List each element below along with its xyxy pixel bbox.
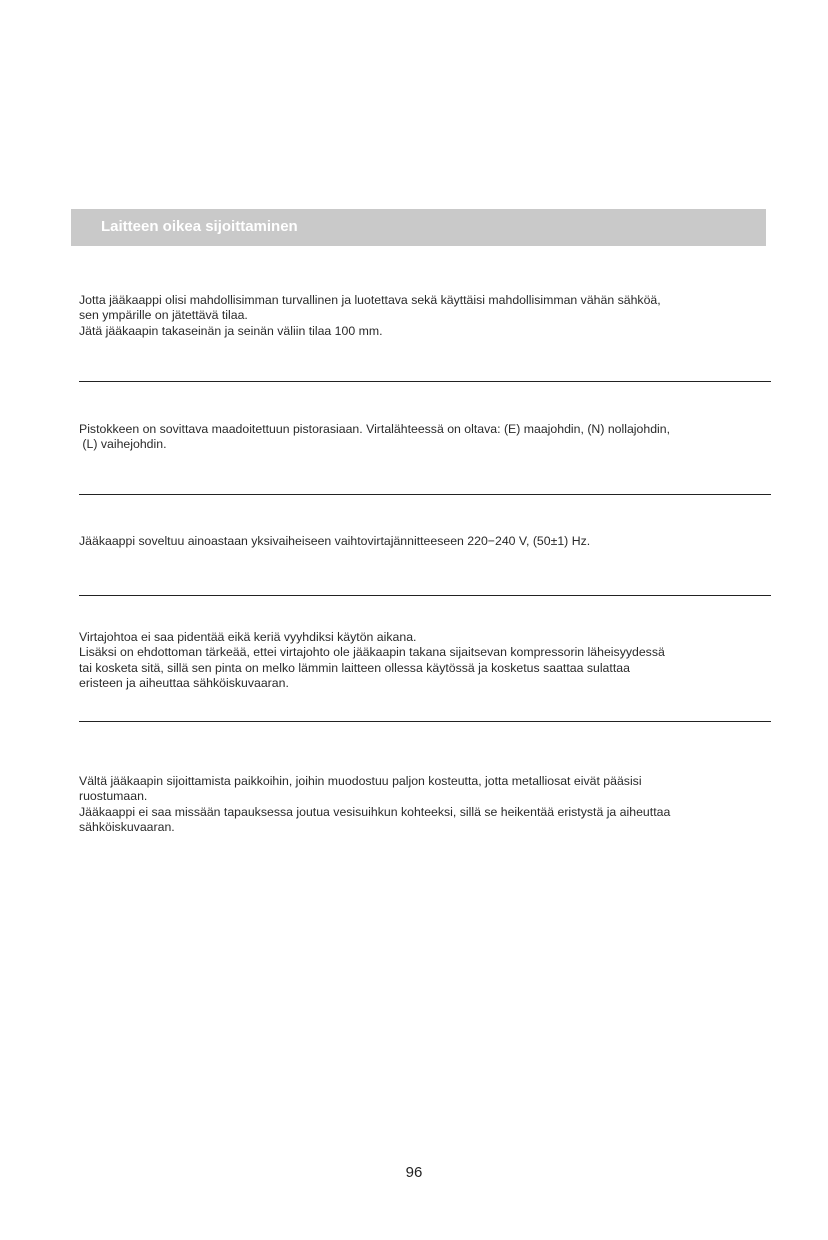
paragraph-power-cord [79,630,769,692]
page-number: 96 [405,1164,423,1181]
section-divider [79,721,771,722]
paragraph-humidity [79,774,769,836]
paragraph-line: Lisäksi on ehdottoman tärkeää, ettei virtajohto ole jääkaapin takana sijaitsevan kompressorin läheisyydessä [79,645,665,660]
paragraph-voltage [79,534,769,549]
paragraph-line: Jääkaappi ei saa missään tapauksessa joutua vesisuihkun kohteeksi, sillä se heikentää eristystä ja aiheuttaa [79,804,671,819]
paragraph-clearance [79,293,769,339]
section-divider [79,595,771,596]
paragraph-line: sen ympärille on jätettävä tilaa. [79,308,248,323]
section-divider [79,381,771,382]
paragraph-line: Jotta jääkaappi olisi mahdollisimman turvallinen ja luotettava sekä käyttäisi mahdollisimman vähän sähköä, [79,293,661,307]
paragraph-line: tai kosketa sitä, sillä sen pinta on melko lämmin laitteen ollessa käytössä ja kosketus saattaa sulattaa [79,660,630,675]
paragraph-line: Jääkaappi soveltuu ainoastaan yksivaiheiseen vaihtovirtajännitteeseen 220−240 V, (50±1) Hz. [79,534,591,548]
paragraph-line: Pistokkeen on sovittava maadoitettuun pistorasiaan. Virtalähteessä on oltava: (E) maajohdin, (N) nollajohdin, [79,422,671,436]
paragraph-line: ruostumaan. [79,789,148,804]
section-header-bar [71,209,766,246]
section-title: Laitteen oikea sijoittaminen [101,218,298,235]
paragraph-line: Virtajohtoa ei saa pidentää eikä keriä vyyhdiksi käytön aikana. [79,630,417,644]
paragraph-line: Jätä jääkaapin takaseinän ja seinän väliin tilaa 100 mm. [79,323,383,338]
paragraph-line: (L) vaihejohdin. [79,437,167,452]
paragraph-line: eristeen ja aiheuttaa sähköiskuvaaran. [79,676,289,691]
paragraph-line: sähköiskuvaaran. [79,820,175,835]
paragraph-line: Vältä jääkaapin sijoittamista paikkoihin, joihin muodostuu paljon kosteutta, jotta metalliosat eivät pääsisi [79,774,642,788]
section-divider [79,494,771,495]
paragraph-grounding [79,422,769,453]
